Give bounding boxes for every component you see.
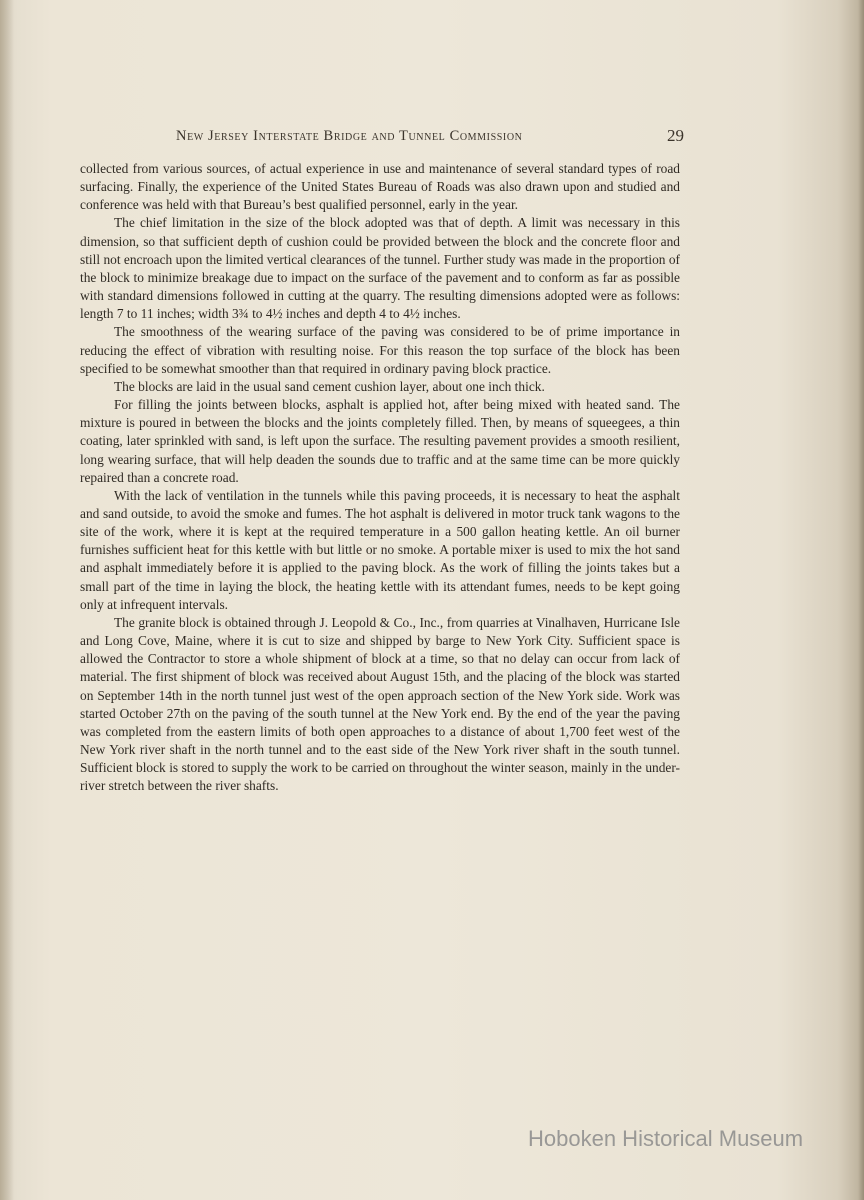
- paragraph: The granite block is obtained through J. Leopold & Co., Inc., from quarries at Vinalhaven, Hurricane Isle and Long Cove, Maine, where it is cut to size and shipped by barge to New York City. Sufficient space is allowed the Contractor to store a whole shipment of block at a time, so that no delay can occur from lack of material. The first shipment of block was received about August 15th, and the placing of the block was started on September 14th in the north tunnel just west of the open approach section of the New York side. Work was started October 27th on the paving of the south tunnel at the New York end. By the end of the year the paving was completed from the eastern limits of both open approaches to a distance of about 1,700 feet west of the New York river shaft in the north tunnel and to the east side of the New York river shaft in the south tunnel. Sufficient block is stored to supply the work to be carried on throughout the winter season, mainly in the under-river stretch between the river shafts.: [80, 614, 680, 794]
- paragraph: collected from various sources, of actual experience in use and maintenance of several standard types of road surfacing. Finally, the experience of the United States Bureau of Roads was also drawn upon and studied and conference was held with that Bureau’s best qualified personnel, early in the year.: [80, 161, 680, 213]
- paragraph: With the lack of ventilation in the tunnels while this paving proceeds, it is necessary to heat the asphalt and sand outside, to avoid the smoke and fumes. The hot asphalt is delivered in motor truck tank wagons to the site of the work, where it is kept at the required temperature in a 500 gallon heating kettle. An oil burner furnishes sufficient heat for this kettle with but little or no smoke. A portable mixer is used to mix the hot sand and asphalt immediately before it is applied to the paving block. As the work of filling the joints takes but a small part of the time in laying the block, the heating kettle with its attendant fumes, needs to be kept going only at infrequent intervals.: [80, 487, 680, 612]
- page-edge-shadow: [858, 0, 864, 1200]
- running-header: [176, 128, 684, 148]
- paragraph: The chief limitation in the size of the block adopted was that of depth. A limit was necessary in this dimension, so that sufficient depth of cushion could be provided between the block and the concrete floor and still not encroach upon the limited vertical clearances of the tunnel. Further study was made in the proportion of the block to minimize breakage due to impact on the surface of the pavement and to conform as far as possible with standard dimensions followed in cutting at the quarry. The resulting dimensions adopted were as follows: length 7 to 11 inches; width 3¾ to 4½ inches and depth 4 to 4½ inches.: [80, 215, 680, 322]
- body-text: [80, 160, 680, 795]
- paragraph: For filling the joints between blocks, asphalt is applied hot, after being mixed with heated sand. The mixture is poured in between the blocks and the joints completely filled. Then, by means of squeegees, a thin coating, later sprinkled with sand, is left upon the surface. The resulting pavement provides a smooth resilient, long wearing surface, that will help deaden the sounds due to traffic and at the same time can be more quickly repaired than a concrete road.: [80, 397, 680, 485]
- page-number: 29: [667, 126, 684, 145]
- museum-watermark: Hoboken Historical Museum: [528, 1126, 804, 1151]
- header-title: New Jersey Interstate Bridge and Tunnel Commission: [176, 128, 523, 144]
- paragraph: The smoothness of the wearing surface of the paving was considered to be of prime importance in reducing the effect of vibration with resulting noise. For this reason the top surface of the block has been specified to be somewhat smoother than that required in ordinary paving block practice.: [80, 324, 680, 376]
- paragraph: The blocks are laid in the usual sand cement cushion layer, about one inch thick.: [114, 378, 545, 394]
